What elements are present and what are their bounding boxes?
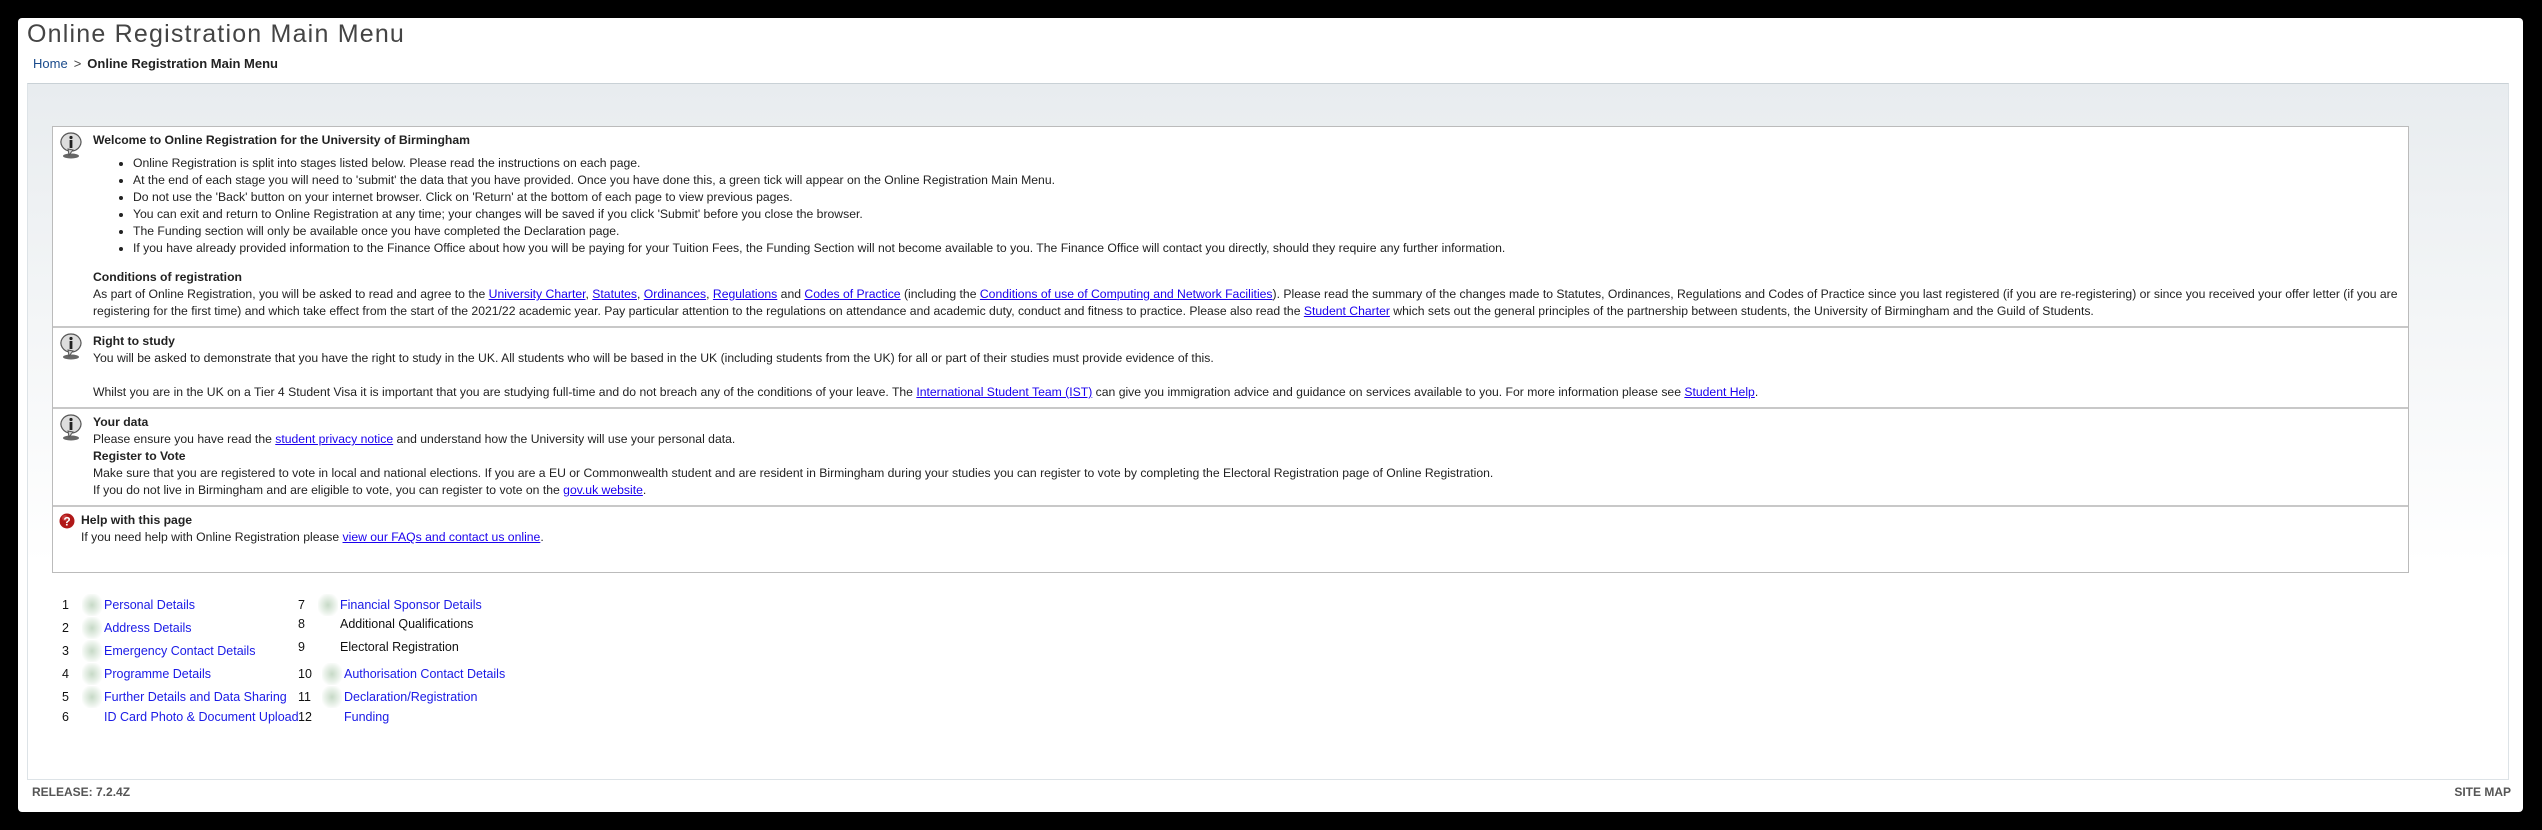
tick-icon — [322, 663, 342, 685]
stage-number: 12 — [298, 710, 312, 724]
notice-help — [53, 507, 2408, 572]
faq-contact-link[interactable]: view our FAQs and contact us online — [342, 530, 541, 544]
text: , — [637, 287, 644, 301]
computing-conditions-link[interactable]: Conditions of use of Computing and Network Facilities — [979, 287, 1273, 301]
tick-icon — [82, 686, 102, 708]
stage-item-9 — [298, 636, 459, 658]
text: and understand how the University will use your personal data. — [393, 432, 736, 446]
text: . — [1754, 385, 1759, 399]
instruction-item: • Do not use the 'Back' button on your internet browser. Click on 'Return' at the bottom of each page to view previous pages. — [133, 189, 2398, 206]
vote-text: Make sure that you are registered to vote in local and national elections. If you are a EU or Commonwealth student and are resident in Birmingham during your studies you can register to vote by completing the Electoral Registration page of Online Registration. — [93, 466, 1494, 480]
privacy-text — [93, 431, 2398, 448]
breadcrumb-separator: > — [73, 56, 82, 71]
tick-placeholder — [318, 636, 338, 658]
stage-number: 11 — [298, 690, 311, 704]
text: and — [777, 287, 805, 301]
text: Please ensure you have read the — [93, 432, 276, 446]
stage-item-10 — [298, 663, 505, 685]
tick-icon — [82, 594, 102, 616]
stage-link-funding[interactable]: Funding — [344, 710, 390, 724]
text: As part of Online Registration, you will be asked to read and agree to the — [93, 287, 489, 301]
notices-box — [52, 126, 2409, 573]
tick-placeholder — [318, 613, 338, 635]
instruction-item: • If you have already provided information to the Finance Office about how you will be paying for your Tuition Fees, the Funding Section will not become available to you. The Finance Office will contact you directly, should they require any further information. — [133, 240, 2398, 257]
browser-window — [18, 18, 2523, 812]
ordinances-link[interactable]: Ordinances — [643, 287, 707, 301]
govuk-text — [93, 482, 2398, 499]
release-version: RELEASE: 7.2.4Z — [32, 785, 131, 799]
notice-right-to-study — [53, 328, 2408, 409]
stage-link-programme-details[interactable]: Programme Details — [104, 667, 211, 681]
your-data-heading: Your data — [93, 415, 149, 429]
stage-number: 9 — [298, 640, 305, 654]
tick-icon — [322, 686, 342, 708]
tick-icon — [82, 640, 102, 662]
govuk-website-link[interactable]: gov.uk website — [563, 483, 643, 497]
stage-link-id-card-upload[interactable]: ID Card Photo & Document Upload — [104, 710, 299, 724]
breadcrumb — [33, 56, 278, 71]
info-icon — [59, 413, 83, 441]
instruction-item: • The Funding section will only be available once you have completed the Declaration page. — [133, 223, 2398, 240]
right-to-study-text: You will be asked to demonstrate that you have the right to study in the UK. All students who will be based in the UK (including students from the UK) for all or part of their studies must provide evidence of this. — [93, 351, 1214, 365]
international-student-team-link[interactable]: International Student Team (IST) — [916, 385, 1093, 399]
tick-icon — [82, 617, 102, 639]
stage-number: 6 — [62, 710, 69, 724]
conditions-text — [93, 286, 2398, 320]
stage-number: 10 — [298, 667, 312, 681]
stage-number: 5 — [62, 690, 69, 704]
statutes-link[interactable]: Statutes — [592, 287, 638, 301]
stage-item-8 — [298, 613, 473, 635]
visa-text — [93, 384, 2398, 401]
student-charter-link[interactable]: Student Charter — [1303, 304, 1390, 318]
stage-link-address-details[interactable]: Address Details — [104, 621, 192, 635]
instruction-item: • At the end of each stage you will need to 'submit' the data that you have provided. Once you have done this, a green tick will appear on the Online Registration Main Menu. — [133, 172, 2398, 189]
register-to-vote-heading: Register to Vote — [93, 449, 186, 463]
stage-label-additional-qualifications: Additional Qualifications — [340, 617, 474, 631]
page-title: Online Registration Main Menu — [27, 20, 406, 48]
stage-item-6 — [62, 706, 299, 728]
stage-number: 1 — [62, 598, 69, 612]
stage-item-11 — [298, 686, 477, 708]
stage-link-emergency-contact[interactable]: Emergency Contact Details — [104, 644, 256, 658]
stage-link-declaration[interactable]: Declaration/Registration — [344, 690, 478, 704]
text: If you need help with Online Registration please — [81, 530, 343, 544]
student-help-link[interactable]: Student Help — [1684, 385, 1755, 399]
conditions-heading: Conditions of registration — [93, 270, 242, 284]
help-heading: Help with this page — [81, 513, 193, 527]
stage-number: 7 — [298, 598, 305, 612]
stage-link-further-details[interactable]: Further Details and Data Sharing — [104, 690, 287, 704]
stage-item-4 — [62, 663, 211, 685]
text: If you do not live in Birmingham and are eligible to vote, you can register to vote on the — [93, 483, 564, 497]
stage-link-authorisation-contact[interactable]: Authorisation Contact Details — [344, 667, 506, 681]
text: (including the — [900, 287, 980, 301]
stage-number: 2 — [62, 621, 69, 635]
stage-item-2 — [62, 617, 192, 639]
notice-welcome — [53, 127, 2408, 328]
stage-item-1 — [62, 594, 195, 616]
text: , — [585, 287, 593, 301]
breadcrumb-home-link[interactable]: Home — [33, 56, 68, 71]
right-to-study-heading: Right to study — [93, 334, 175, 348]
content-panel — [27, 83, 2509, 780]
stage-item-3 — [62, 640, 255, 662]
university-charter-link[interactable]: University Charter — [488, 287, 586, 301]
info-icon — [59, 332, 83, 360]
tick-placeholder — [322, 706, 342, 728]
tick-placeholder — [82, 706, 102, 728]
privacy-notice-link[interactable]: student privacy notice — [275, 432, 394, 446]
regulations-link[interactable]: Regulations — [712, 287, 778, 301]
tick-icon — [82, 663, 102, 685]
text: which sets out the general principles of the partnership between students, the University of Birmingham and the Guild of Students. — [1389, 304, 2094, 318]
breadcrumb-current: Online Registration Main Menu — [87, 56, 278, 71]
stage-link-personal-details[interactable]: Personal Details — [104, 598, 196, 612]
stage-item-5 — [62, 686, 287, 708]
text: , — [706, 287, 713, 301]
help-question-icon — [59, 513, 75, 529]
stage-label-electoral-registration: Electoral Registration — [340, 640, 459, 654]
text: . — [642, 483, 647, 497]
welcome-heading: Welcome to Online Registration for the University of Birmingham — [93, 133, 470, 147]
text: Whilst you are in the UK on a Tier 4 Student Visa it is important that you are studying full-time and do not breach any of the conditions of your leave. The — [93, 385, 917, 399]
info-icon — [59, 131, 83, 159]
stage-link-financial-sponsor[interactable]: Financial Sponsor Details — [340, 598, 482, 612]
instructions-list — [93, 155, 2398, 257]
site-map-link[interactable]: SITE MAP — [2454, 785, 2511, 799]
stage-number: 4 — [62, 667, 69, 681]
text: ). Please read the summary of the changes made to Statutes, Ordinances, Regulations and Codes of Practice since you last registered (if you are re-registering) or since you received your offer letter (if you are registering for the first time) and which take effect from the start of the 2021/22 academic year. Pay particular attention to the regulations on attendance and academic duty, conduct and fitness to practice. Please also read the — [93, 287, 2398, 318]
text: . — [540, 530, 544, 544]
codes-of-practice-link[interactable]: Codes of Practice — [804, 287, 901, 301]
stage-number: 8 — [298, 617, 305, 631]
stage-number: 3 — [62, 644, 69, 658]
instruction-item: • You can exit and return to Online Registration at any time; your changes will be saved if you click 'Submit' before you close the browser. — [133, 206, 2398, 223]
notice-your-data — [53, 409, 2408, 507]
text: can give you immigration advice and guidance on services available to you. For more information please see — [1092, 385, 1685, 399]
instruction-item: • Online Registration is split into stages listed below. Please read the instructions on each page. — [133, 155, 2398, 172]
stage-item-12 — [298, 706, 389, 728]
svg-text:?: ? — [63, 514, 71, 529]
help-text — [81, 529, 2398, 546]
